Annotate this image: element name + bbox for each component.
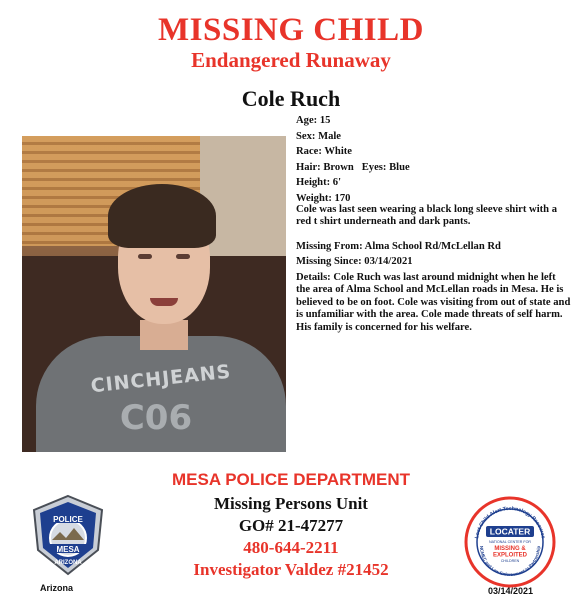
locater-title: LOCATER — [489, 526, 531, 537]
child-name: Cole Ruch — [241, 86, 341, 111]
badge-caption: Arizona — [40, 583, 74, 593]
detail-hair-eyes: Hair: Brown Eyes: Blue — [296, 161, 410, 173]
detail-weight: Weight: 170 — [296, 192, 351, 204]
contact-phone: 480-644-2211 — [243, 538, 339, 557]
child-photo — [22, 136, 286, 452]
poster-subtitle: Endangered Runaway — [191, 48, 391, 72]
badge-middle-text: MESA — [56, 545, 80, 554]
locater-ncmec-seal — [464, 496, 556, 588]
department-name: MESA POLICE DEPARTMENT — [171, 470, 410, 489]
poster-title: MISSING CHILD — [158, 12, 424, 48]
photo-mouth — [150, 298, 178, 306]
shirt-print-text: CINCHJEANS — [89, 360, 233, 398]
badge-top-text: POLICE — [53, 515, 83, 524]
photo-eye-left — [138, 254, 152, 259]
unit-name: Missing Persons Unit — [214, 494, 368, 513]
locater-arc-top: Lost Child Alert Technology Resource — [474, 505, 546, 540]
detail-age: Age: 15 — [296, 115, 331, 126]
locater-arc-bottom: NCMEC and Law Enforcement in Partnership — [478, 545, 542, 578]
badge-bottom-text: ARIZONA — [54, 560, 82, 566]
locater-line2: MISSING & — [494, 546, 526, 552]
detail-sex: Sex: Male — [296, 130, 342, 142]
detail-race: Race: White — [296, 146, 352, 158]
detail-missing-since: Missing Since: 03/14/2021 — [296, 256, 413, 268]
detail-description: Details: Cole Ruch was last around midnight when he left the area of Alma School and McLellan roads in Mesa. He is believed to be on foot. Cole was visiting from out of state and is unfamiliar with the area. Cole made threats of self harm. His family is concerned for his welfare. — [296, 271, 571, 333]
photo-neck — [140, 320, 188, 350]
photo-hair — [108, 184, 216, 248]
locater-line4: CHILDREN — [500, 559, 520, 563]
photo-eye-right — [176, 254, 190, 259]
detail-missing-from: Missing From: Alma School Rd/McLellan Rd — [296, 240, 501, 252]
locater-line3: EXPLOITED — [492, 552, 528, 559]
shirt-print-number: C06 — [119, 398, 193, 438]
detail-last-seen: Cole was last seen wearing a black long sleeve shirt with a red t shirt underneath and dark pants. — [296, 203, 558, 228]
locater-line1: NATIONAL CENTER FOR — [489, 540, 531, 544]
go-number: GO# 21-47277 — [238, 516, 344, 535]
detail-height: Height: 6' — [296, 177, 342, 189]
date-caption: 03/14/2021 — [488, 586, 534, 596]
investigator: Investigator Valdez #21452 — [193, 560, 389, 579]
details-panel — [296, 113, 572, 334]
